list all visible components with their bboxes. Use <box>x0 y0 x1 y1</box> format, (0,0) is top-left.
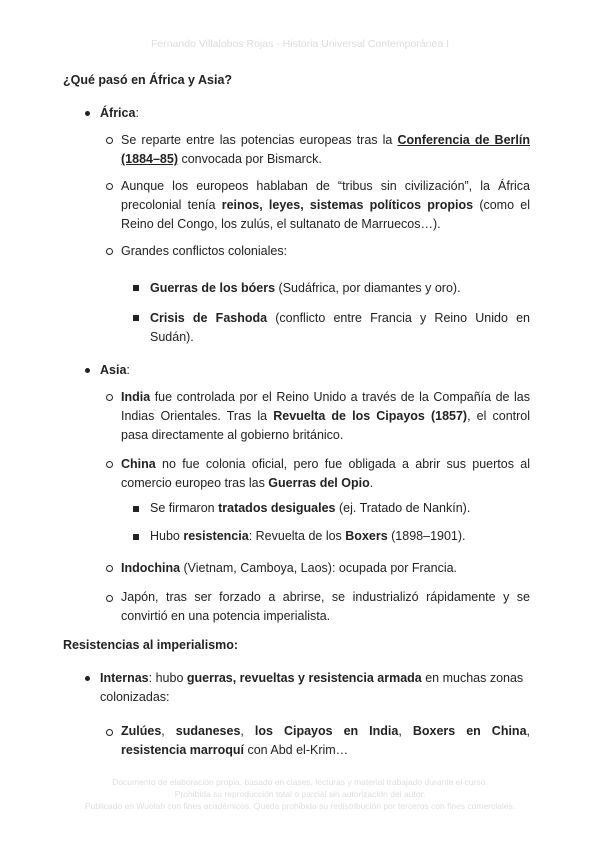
bullet-africa-3 <box>106 248 113 255</box>
asia-item-indochina: Indochina (Vietnam, Camboya, Laos): ocupada por Francia. <box>121 561 458 575</box>
bullet-asia-indochina <box>106 565 113 572</box>
bullet-boers <box>133 285 139 291</box>
asia-item-china: China no fue colonia oficial, pero fue obligada a abrir sus puertos al comercio europeo tras las Guerras del Opio. <box>121 457 530 490</box>
footer-line-3: Publicado en Wuolah con fines académicos. Queda prohibida su redistribución por terceros con fines comerciales. <box>84 801 516 811</box>
asia-item-india: India fue controlada por el Reino Unido a través de la Compañía de las Indias Orientales. Tras la Revuelta de los Cipayos (1857), el control pasa directamente al gobierno británico. <box>121 390 531 442</box>
bullet-tratados <box>133 506 139 512</box>
page-header: Fernando Villalobos Rojas - Historia Universal Contemporánea I <box>150 38 450 50</box>
asia-label: Asia <box>100 363 127 377</box>
bullet-asia-japon <box>106 595 113 602</box>
bullet-africa-2 <box>106 183 113 190</box>
africa-item-conflicts: Grandes conflictos coloniales: <box>121 244 288 258</box>
africa-item-berlin: Se reparte entre las potencias europeas tras la Conferencia de Berlín (1884–85) convocada por Bismarck. <box>121 133 530 166</box>
heading-africa-asia: ¿Qué pasó en África y Asia? <box>63 73 233 87</box>
bullet-fashoda <box>133 315 139 321</box>
bullet-resistencia <box>133 534 139 540</box>
bullet-asia <box>85 368 90 373</box>
africa-item-precolonial: Aunque los europeos hablaban de “tribus sin civilización”, la África precolonial tenía reinos, leyes, sistemas políticos propios (como el Reino del Congo, los zulús, el sultanato de Marruecos…). <box>121 179 531 231</box>
footer-line-1: Documento de elaboración propia, basado en clases, lecturas y material trabajado durante el curso. <box>112 777 488 787</box>
africa-label: África <box>100 106 136 120</box>
asia-sub-boxers: Hubo resistencia: Revuelta de los Boxers (1898–1901). <box>150 529 466 543</box>
bullet-africa <box>85 111 90 116</box>
asia-title: Asia: <box>100 363 130 377</box>
internas-item: Internas: hubo guerras, revueltas y resistencia armada en muchas zonas colonizadas: <box>100 671 524 704</box>
footer-line-2: Prohibida su reproducción total o parcial sin autorización del autor. <box>174 789 426 799</box>
page-footer-watermark <box>0 776 600 812</box>
heading-resistencias: Resistencias al imperialismo: <box>63 638 239 652</box>
africa-sub-boers: Guerras de los bóers (Sudáfrica, por diamantes y oro). <box>150 281 461 295</box>
bullet-internas <box>85 676 90 681</box>
asia-item-japon: Japón, tras ser forzado a abrirse, se industrializó rápidamente y se convirtió en una potencia imperialista. <box>121 590 530 623</box>
asia-sub-tratados: Se firmaron tratados desiguales (ej. Tratado de Nankín). <box>150 501 471 515</box>
africa-title: África: <box>100 106 139 120</box>
bullet-africa-1 <box>106 137 113 144</box>
internas-sub-ejemplos: Zulúes, sudaneses, los Cipayos en India, Boxers en China, resistencia marroquí con Abd el-Krim… <box>121 724 531 757</box>
africa-sub-fashoda: Crisis de Fashoda (conflicto entre Francia y Reino Unido en Sudán). <box>150 311 530 344</box>
bullet-asia-china <box>106 461 113 468</box>
bullet-internas-ejemplos <box>106 729 113 736</box>
bullet-asia-india <box>106 394 113 401</box>
